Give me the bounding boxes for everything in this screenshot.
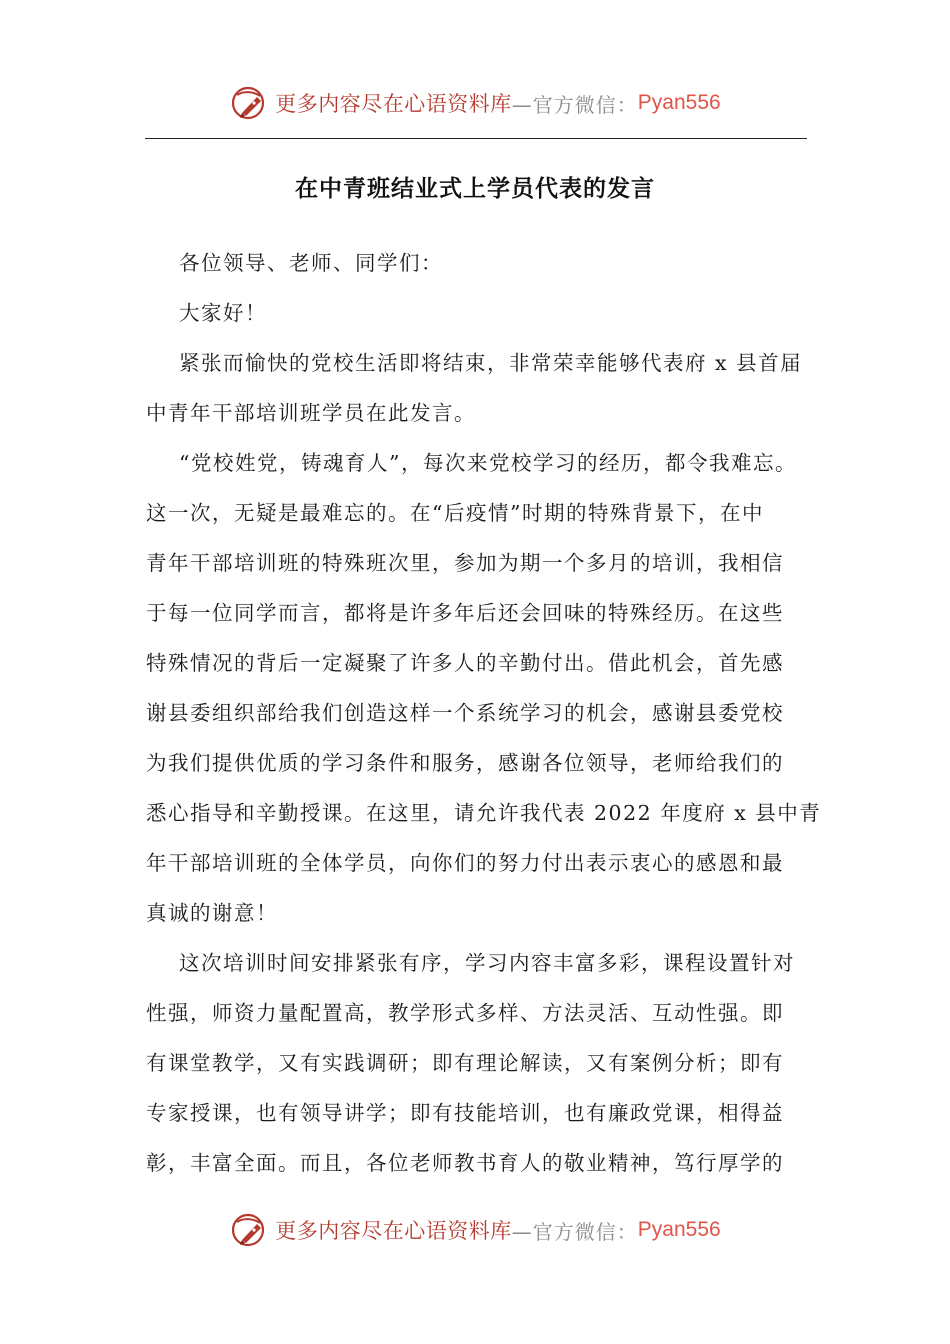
body-line: 特殊情况的背后一定凝聚了许多人的辛勤付出。借此机会，首先感	[146, 651, 784, 675]
body-line: 中青年干部培训班学员在此发言。	[146, 401, 476, 425]
body-line: 年干部培训班的全体学员，向你们的努力付出表示衷心的感恩和最	[146, 851, 784, 875]
body-line: 为我们提供优质的学习条件和服务，感谢各位领导，老师给我们的	[146, 751, 784, 775]
body-line: 紧张而愉快的党校生活即将结束，非常荣幸能够代表府 x 县首届	[179, 351, 803, 375]
banner-brand-text: 更多内容尽在心语资料库	[275, 92, 512, 116]
body-line: 于每一位同学而言，都将是许多年后还会回味的特殊经历。在这些	[146, 601, 784, 625]
banner-brand-text: 更多内容尽在心语资料库	[275, 1219, 512, 1243]
body-line: 专家授课，也有领导讲学；即有技能培训，也有廉政党课，相得益	[146, 1101, 784, 1125]
footer-banner	[0, 1208, 950, 1252]
body-line: 彰，丰富全面。而且，各位老师教书育人的敬业精神，笃行厚学的	[146, 1151, 784, 1175]
banner-wechat-id: Pyan556	[637, 91, 721, 114]
body-line: 悉心指导和辛勤授课。在这里，请允许我代表 2022 年度府 x 县中青	[146, 801, 822, 825]
body-line: 这一次，无疑是最难忘的。在“后疫情”时期的特殊背景下，在中	[146, 501, 764, 525]
pen-nib-logo-icon	[229, 1210, 269, 1250]
body-line: 性强，师资力量配置高，教学形式多样、方法灵活、互动性强。即	[146, 1001, 784, 1025]
body-line: “党校姓党，铸魂育人”，每次来党校学习的经历，都令我难忘。	[179, 451, 797, 475]
pen-nib-logo-icon	[229, 83, 269, 123]
document-title: 在中青班结业式上学员代表的发言	[295, 175, 655, 202]
banner-official-label: —官方微信：	[511, 92, 638, 117]
body-line: 各位领导、老师、同学们：	[179, 251, 443, 275]
body-line: 青年干部培训班的特殊班次里，参加为期一个多月的培训，我相信	[146, 551, 784, 575]
body-line: 谢县委组织部给我们创造这样一个系统学习的机会，感谢县委党校	[146, 701, 784, 725]
body-line: 这次培训时间安排紧张有序，学习内容丰富多彩，课程设置针对	[179, 951, 795, 975]
body-line: 真诚的谢意！	[146, 901, 278, 925]
document-body	[146, 238, 822, 1188]
header-banner	[0, 81, 950, 125]
body-line: 大家好！	[179, 301, 267, 325]
body-line: 有课堂教学，又有实践调研；即有理论解读，又有案例分析；即有	[146, 1051, 784, 1075]
banner-wechat-id: Pyan556	[637, 1218, 721, 1241]
header-divider	[145, 138, 807, 139]
banner-official-label: —官方微信：	[511, 1219, 638, 1244]
